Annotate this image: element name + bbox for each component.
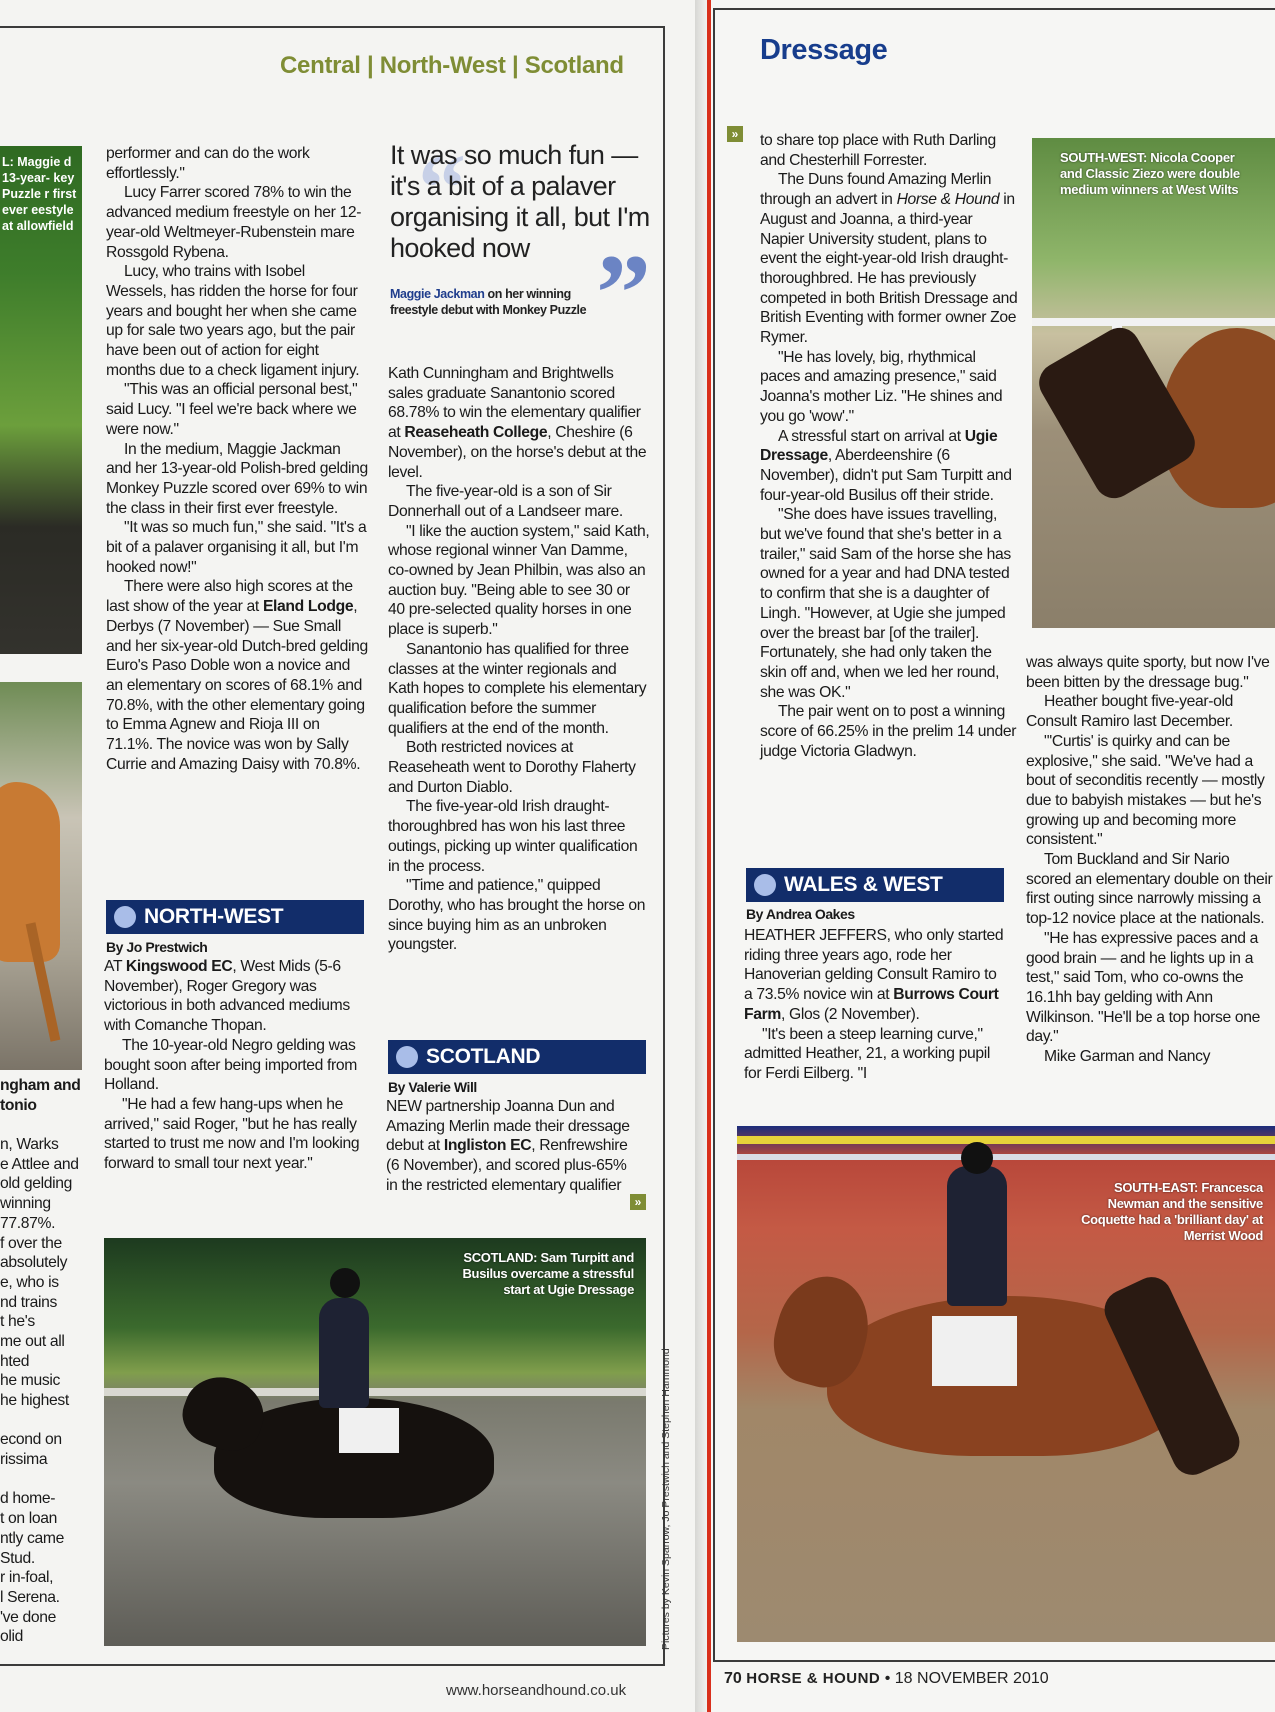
left-strip-photo-top bbox=[0, 146, 82, 654]
strip-text-line bbox=[0, 1470, 82, 1490]
section-title: Central | North-West | Scotland bbox=[280, 52, 624, 79]
left-strip-photo-bottom bbox=[0, 682, 82, 1070]
continue-arrow-icon: » bbox=[630, 1194, 646, 1210]
footer-url: www.horseandhound.co.uk bbox=[446, 1682, 627, 1699]
scotland-byline: By Valerie Will bbox=[388, 1079, 477, 1095]
wales-west-bar bbox=[746, 868, 1004, 902]
strip-text-line: d home- bbox=[0, 1490, 56, 1508]
ugie-paragraph: A stressful start on arrival at Ugie Dressage, Aberdeenshire (6 November), didn't put Sam Turpitt and four-year-old Busilus off their stride. bbox=[760, 427, 1012, 504]
scotland-body bbox=[386, 1097, 632, 1196]
rider bbox=[947, 1166, 1007, 1306]
strip-text-line: f over the bbox=[0, 1234, 62, 1252]
strip-text-line: l Serena. bbox=[0, 1588, 60, 1606]
strip-text-line: he music bbox=[0, 1372, 60, 1390]
region-dot-icon bbox=[114, 906, 136, 928]
page-number: 70 bbox=[724, 1670, 742, 1687]
wales-west-paragraph: "It's been a steep learning curve," admitted Heather, 21, a working pupil for Ferdi Eilberg. "I bbox=[744, 1025, 991, 1082]
strip-text-line: t on loan bbox=[0, 1510, 58, 1528]
arena-fence bbox=[1032, 318, 1275, 326]
scotland-photo bbox=[104, 1238, 646, 1646]
scotland-photo-caption: SCOTLAND: Sam Turpitt and Busilus overcame a stressful start at Ugie Dressage bbox=[462, 1250, 634, 1297]
left-strip-caption: L: Maggie d 13-year- key Puzzle r first ever eestyle at allowfield bbox=[2, 155, 77, 233]
wales-west-label: WALES & WEST bbox=[784, 873, 943, 896]
col3-opening: to share top place with Ruth Darling and Chesterhill Forrester. bbox=[760, 132, 996, 169]
strip-text-line: r in-foal, bbox=[0, 1569, 54, 1587]
north-west-paragraph: "He had a few hang-ups when he arrived," said Roger, "but he has really started to trust me now and I'm looking forward to small tour next year." bbox=[104, 1095, 360, 1173]
column-1 bbox=[106, 144, 368, 775]
page-folio bbox=[724, 1670, 1049, 1688]
region-dot-icon bbox=[754, 874, 776, 896]
south-east-photo bbox=[737, 1126, 1275, 1642]
south-east-photo-caption: SOUTH-EAST: Francesca Newman and the sensitive Coquette had a 'brilliant day' at Merrist Wood bbox=[1081, 1180, 1263, 1243]
north-west-byline: By Jo Prestwich bbox=[106, 939, 208, 955]
strip-text-line: 77.87%. bbox=[0, 1214, 56, 1232]
paragraph: Mike Garman and Nancy bbox=[1044, 1048, 1211, 1066]
strip-text-line: absolutely bbox=[0, 1254, 68, 1272]
arena-pole bbox=[737, 1136, 1275, 1144]
magazine-name: HORSE & HOUND bbox=[746, 1670, 881, 1687]
wales-west-body bbox=[744, 926, 1006, 1084]
paragraph: "This was an official personal best," said Lucy. "I feel we're back where we were now." bbox=[106, 381, 358, 438]
left-strip-text bbox=[0, 1076, 82, 1647]
pull-quote-credit: Maggie Jackman on her winning freestyle debut with Monkey Puzzle bbox=[390, 287, 587, 317]
strip-text-line: e, who is bbox=[0, 1273, 59, 1291]
paragraph: The five-year-old Irish draught-thoroughbred has won his last three outings, picking up winter qualification in the process. bbox=[388, 798, 638, 875]
strip-text-line: econd on bbox=[0, 1431, 62, 1449]
duns-paragraph: The Duns found Amazing Merlin through an advert in Horse & Hound in August and Joanna, a third-year Napier University student, plans to event the eight-year-old Irish draught-thoroughbred. He has previously competed in both British Dressage and British Eventing with former owner Zoe Rymer. bbox=[760, 171, 1018, 347]
paragraph: In the medium, Maggie Jackman and her 13-year-old Polish-bred gelding Monkey Puzzle scored over 69% to win the class in their first ever freestyle. bbox=[106, 440, 368, 517]
scotland-intro: NEW partnership Joanna Dun and Amazing Merlin made their dressage debut at Ingliston EC, Renfrewshire (6 November), and scored plus-65% in the restricted elementary qualifier bbox=[386, 1098, 630, 1194]
strip-text-line: rissima bbox=[0, 1451, 48, 1469]
paragraph: Sanantonio has qualified for three classes at the winter regionals and Kath hopes to complete his elementary qualification before the summer qualifiers at the end of the month. bbox=[388, 640, 647, 737]
close-quote-mark: ” bbox=[596, 232, 651, 354]
saddle-pad bbox=[339, 1408, 399, 1453]
column-4 bbox=[1026, 653, 1275, 1067]
strip-text-line: tonio bbox=[0, 1096, 37, 1114]
col3-paragraph: The pair went on to post a winning score of 66.25% in the prelim 14 under judge Victoria Gladwyn. bbox=[760, 703, 1017, 760]
strip-text-line: Stud. bbox=[0, 1549, 35, 1567]
col3-paragraph: "She does have issues travelling, but we've found that she's better in a trailer," said Sam of the horse she has owned for a year and had DNA tested to confirm that she is a daughter of Lingh. "However, at Ugie she jumped over the breast bar [of the trailer]. Fortunately, she had only taken the skin off and, when we led her round, she was OK." bbox=[760, 506, 1011, 701]
strip-text-line: t he's bbox=[0, 1313, 35, 1331]
strip-text-line: old gelding bbox=[0, 1175, 73, 1193]
strip-text-line: hted bbox=[0, 1352, 30, 1370]
paragraph: Lucy, who trains with Isobel Wessels, has ridden the horse for four years and bought her when she came up for sale two years ago, but the pair have been out of action for eight months due to a check ligament injury. bbox=[106, 263, 360, 379]
paragraph: was always quite sporty, but now I've been bitten by the dressage bug." bbox=[1026, 654, 1270, 691]
strip-text-line: me out all bbox=[0, 1332, 65, 1350]
col3-paragraph: "He has lovely, big, rhythmical paces and amazing presence," said Joanna's mother Liz. "He shines and you go 'wow'." bbox=[760, 348, 1003, 425]
column-3 bbox=[760, 131, 1018, 762]
open-quote-mark: “ bbox=[418, 134, 466, 241]
strip-text-line: nd trains bbox=[0, 1293, 58, 1311]
region-dot-icon bbox=[396, 1046, 418, 1068]
strip-text-line: ngham and bbox=[0, 1077, 81, 1094]
paragraph: Both restricted novices at Reaseheath went to Dorothy Flaherty and Durton Diablo. bbox=[388, 739, 636, 796]
strip-text-line: olid bbox=[0, 1628, 24, 1646]
paragraph: Lucy Farrer scored 78% to win the advanced medium freestyle on her 12-year-old Weltmeyer-Rubenstein mare Rossgold Rybena. bbox=[106, 184, 362, 261]
paragraph: performer and can do the work effortlessly." bbox=[106, 145, 310, 182]
strip-text-line bbox=[0, 1411, 82, 1431]
north-west-intro: AT Kingswood EC, West Mids (5-6 November), Roger Gregory was victorious in both advanced mediums with Comanche Thopan. bbox=[104, 958, 350, 1035]
north-west-bar bbox=[106, 900, 364, 934]
north-west-body bbox=[104, 957, 366, 1174]
wales-west-intro: HEATHER JEFFERS, who only started riding three years ago, rode her Hanoverian gelding Consult Ramiro to a 73.5% novice win at Burrows Court Farm, Glos (2 November). bbox=[744, 927, 1004, 1023]
column-2 bbox=[388, 364, 650, 955]
scotland-label: SCOTLAND bbox=[426, 1045, 541, 1068]
north-west-label: NORTH-WEST bbox=[144, 905, 284, 928]
paragraph: "'Curtis' is quirky and can be explosive," she said. "We've had a bout of seconditis recently — mostly due to babyish mistakes — but he's growing up and becoming more consistent." bbox=[1026, 732, 1265, 849]
strip-text-line: ntly came bbox=[0, 1529, 64, 1547]
eland-paragraph: There were also high scores at the last show of the year at Eland Lodge, Derbys (7 November) — Sue Small and her six-year-old Dutch-bred gelding Euro's Paso Doble won a novice and an elementary on scores of 68.1% and 70.8%, with the other elementary going to Emma Agnew and Rioja III on 71.1%. The novice was won by Sally Currie and Amazing Daisy with 70.8%. bbox=[106, 578, 368, 773]
paragraph: "I like the auction system," said Kath, whose regional winner Van Damme, co-owned by Jean Philbin, was also an auction buy. "Being able to see 30 or 40 pre-selected quality horses in one place is superb." bbox=[388, 522, 650, 639]
strip-text-line: he highest bbox=[0, 1392, 69, 1409]
paragraph: "Time and patience," quipped Dorothy, who has brought the horse on since buying him as an unbroken youngster. bbox=[388, 877, 646, 954]
strip-text-line: winning bbox=[0, 1195, 51, 1213]
pull-quote: It was so much fun — it's a bit of a palaver organising it all, but I'm hooked now bbox=[390, 140, 650, 263]
continued-arrow-icon: » bbox=[727, 126, 743, 142]
reaseheath-paragraph: Kath Cunningham and Brightwells sales graduate Sanantonio scored 68.78% to win the elementary qualifier at Reaseheath College, Cheshire (6 November), on the horse's debut at the level. bbox=[388, 365, 647, 481]
arena-pole bbox=[737, 1154, 1275, 1160]
rider-helmet bbox=[961, 1142, 993, 1174]
strip-text-line bbox=[0, 1115, 82, 1135]
strip-text-line: 've done bbox=[0, 1608, 57, 1626]
paragraph: Tom Buckland and Sir Nario scored an elementary double on their first outing since narrowly missing a top-12 novice place at the nationals. bbox=[1026, 851, 1273, 928]
scotland-bar bbox=[388, 1040, 646, 1074]
paragraph: "He has expressive paces and a good brain — and he lights up in a test," said Tom, who co-owns the 16.1hh bay gelding with Ann Wilkinson. "He'll be a top horse one day." bbox=[1026, 929, 1261, 1046]
photo-credit: Pictures by Kevin Sparrow, Jo Prestwich and Stephen Hammond bbox=[660, 1348, 672, 1650]
strip-text-line: n, Warks bbox=[0, 1136, 59, 1154]
paragraph: The five-year-old is a son of Sir Donnerhall out of a Landseer mare. bbox=[388, 483, 623, 520]
strip-text-line: e Attlee and bbox=[0, 1155, 79, 1173]
north-west-paragraph: The 10-year-old Negro gelding was bought soon after being imported from Holland. bbox=[104, 1036, 358, 1094]
saddle-pad bbox=[932, 1316, 1017, 1386]
issue-date: 18 NOVEMBER 2010 bbox=[894, 1670, 1049, 1687]
south-west-photo-caption: SOUTH-WEST: Nicola Cooper and Classic Ziezo were double medium winners at West Wilts bbox=[1060, 150, 1240, 197]
arena-fence bbox=[104, 1388, 646, 1396]
south-west-photo bbox=[1032, 138, 1275, 628]
rider bbox=[319, 1298, 369, 1408]
paragraph: "It was so much fun," she said. "It's a bit of a palaver organising it all, but I'm hooked now!" bbox=[106, 519, 367, 576]
wales-west-byline: By Andrea Oakes bbox=[746, 906, 855, 922]
folio-separator: • bbox=[884, 1670, 891, 1687]
dressage-title: Dressage bbox=[760, 34, 888, 66]
paragraph: Heather bought five-year-old Consult Ramiro last December. bbox=[1026, 693, 1234, 731]
rider-helmet bbox=[330, 1268, 360, 1298]
